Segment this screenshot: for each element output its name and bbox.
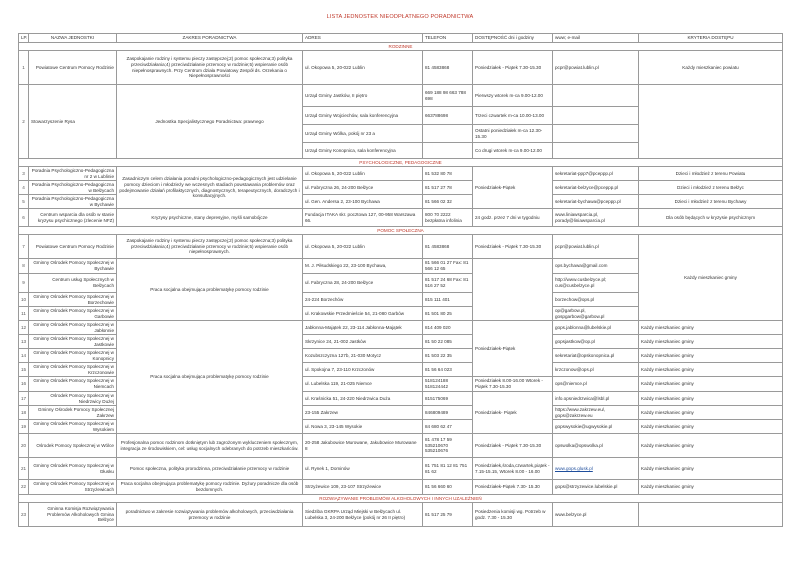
table-row: Urząd Gminy Wólka, pokój nr 23 a Ostatni poniedziałek m-ca 12.30-15.30 — [19, 125, 783, 143]
table-row: 6 Centrum wsparcia dla osób w stanie kryzysu psychicznego (zlecenie NFZ) Kryzysy psychiczne, stany depresyjne, myśli samobójcze Fundacja ITAKA skr. pocztowa 127, 00-958 Warszawa 66. 800 70 2222 bezpłatna infolinia 24 godz. przez 7 dni w tygodniu www.liniawsparcia.pl, porady@liniawsparcia.pl Dla osób będących w kryzysie psychicznym — [19, 209, 783, 227]
email-link[interactable]: sekretariat-bychawa@pceppp.pl — [553, 195, 639, 209]
col-lp: LP. — [19, 34, 29, 43]
table-row: 1 Powiatowe Centrum Pomocy Rodzinie Zaspokajanie rodziny i systemu pieczy zastępczej;2) pomoc społeczna;3) polityka przeciwdziałania;4) przeciwdziałanie przemocy w rodzinie;5) wspieranie osób niepełnosprawnych. Przy Centrum działa Powiatowy Zespół ds. Orzekania o Niepełnosprawności ul. Okopowa 5, 20-022 Lublin 81 4583868 Poniedziałek - Piątek 7.30-15.30 pcpr@powiat.lublin.pl Każdy mieszkaniec powiatu — [19, 51, 783, 85]
table-row: 10 Gminny Ośrodek Pomocy Społecznej w Borzechowie 24-224 Borzechów 815 111 401 borzechow@ops.pl — [19, 293, 783, 307]
email-link[interactable]: info.opsniedrzwica@lsbl.pl — [553, 392, 639, 406]
email-link[interactable]: pcpr@powiat.lublin.pl — [553, 235, 639, 259]
section-title: ROZWIĄZYWANIE PROBLEMÓW ALKOHOLOWYCH I INNYCH UZALEŻNIEŃ — [19, 495, 783, 503]
email-link[interactable]: opswolka@opswolka.pl — [553, 434, 639, 458]
table-row: 15 Gminny Ośrodek Pomocy Społecznej w Krzczonowie ul. Spokojna 7, 23-110 Krzczonów 81 56 64 023 krzczonow@ops.pl Każdy mieszkaniec gminy — [19, 363, 783, 377]
table-row: 13 Gminny Ośrodek Pomocy Społecznej w Jastkowie Skrzynice 24, 21-002 Jastków 81 50 22 085 gopsjastkow@op.pl Każdy mieszkaniec gminy — [19, 335, 783, 349]
table-row: 3 Poradnia Psychologiczno-Pedagogiczna nr 2 w Lublinie Zasadniczym celem działania poradni psychologiczno-pedagogicznych jest udzielanie pomocy dzieciom i młodzieży we wczesnych stadiach powstawania problemów oraz podejmowanie działań profilaktycznych, diagnostycznych, terapeutycznych, doradczych i konsultacyjnych. ul. Okopowa 5, 20-022 Lublin 81 532 80 78 Poniedziałek-Piątek sekretariat-ppp7@pceppp.pl Dzieci i młodzież z terenu Powiatu — [19, 167, 783, 181]
col-criteria: KRYTERIA DOSTĘPU — [639, 34, 783, 43]
www-link[interactable]: http://www.cusbelzyce.pl; cus@cusbelzyce.pl — [553, 274, 639, 293]
email-link[interactable]: gops@strzyzewice.lubelskie.pl — [553, 480, 639, 495]
table-row: 19 Gminny Ośrodek Pomocy Społecznej w Wysokiem ul. Nowa 3, 23-145 Wysokie 84 680 62 47 gopswysokie@ugwysokie.pl Każdy mieszkaniec gminy — [19, 420, 783, 434]
institutions-table — [18, 33, 783, 527]
www-link[interactable]: https://www.zakrzew.eu/, gops@zakrzew.eu — [553, 406, 639, 420]
header-row — [19, 34, 783, 43]
email-link[interactable]: ops.bychawa@gmail.com — [553, 259, 639, 274]
www-link[interactable]: www.belzyce.pl — [553, 503, 639, 527]
col-address: ADRES — [303, 34, 423, 43]
www-link[interactable]: www.gops.glusk.pl — [555, 465, 593, 471]
table-row: 5 Poradnia Psychologiczno-Pedagogiczna w Bychawie ul. Gen. Andersa 2, 23-100 Bychawa 81 566 02 32 sekretariat-bychawa@pceppp.pl Dzieci i młodzież z terenu Bychawy — [19, 195, 783, 209]
table-row: 4 Poradnia Psychologiczno-Pedagogiczna w Bełżycach ul. Fabryczna 26, 24-200 Bełżyce 81 517 27 78 sekretariat-belzyce@pceppp.pl Dzieci i młodzież z terenu Bełżyc — [19, 181, 783, 195]
email-link[interactable]: sekretariat-ppp7@pceppp.pl — [553, 167, 639, 181]
page-title: LISTA JEDNOSTEK NIEODPŁATNEGO PORADNICTWA — [326, 14, 474, 20]
col-scope: ZAKRES PORADNICTWA — [117, 34, 303, 43]
section-row — [19, 495, 783, 503]
table-row: Urząd Gminy Wojciechów, sala konferencyjna 663788698 Trzeci czwartek m-ca 10.00-13.00 — [19, 107, 783, 125]
table-row: 22 Gminny Ośrodek Pomocy Społecznej w Strzyżewicach Praca socjalna obejmująca problematykę pomocy rodzinie. Dyżury poradnicze dla osób bezdomnych. Strzyżewice 109, 23-107 Strzyżewice 81 56 660 60 Poniedziałek-Piątek 7.30- 15.30 gops@strzyzewice.lubelskie.pl Każdy mieszkaniec gminy — [19, 480, 783, 495]
section-row — [19, 227, 783, 235]
table-row: 9 Centrum usług Społecznych w Bełżycach ul. Fabryczna 28, 24-200 Bełżyce 81 517 24 68 Fax: 81 516 27 52 http://www.cusbelzyce.pl; cus@cusbelzyce.pl — [19, 274, 783, 293]
email-link[interactable]: krzczonow@ops.pl — [553, 363, 639, 377]
table-row: Urząd Gminy Konopnica, sala konferencyjna Co drugi wtorek m-ca 9.00-12.00 — [19, 143, 783, 159]
table-row: 2 Stowarzyszenie Rysa Jednostka Specjalistycznego Poradnictwa: prawnego Urząd Gminy Jastków, II piętro 669 188 98 663 788 698 Pierwszy wtorek m-ca 9.00-12.00 — [19, 85, 783, 107]
email-link[interactable]: gopsjastkow@op.pl — [553, 335, 639, 349]
col-www: www; e-mail — [553, 34, 639, 43]
table-row: 8 Gminny Ośrodek Pomocy Społecznej w Bychawie Praca socjalna obejmująca problematykę pomocy rodzinie M. J. Piłsudskiego 22, 23-100 Bychawa, 81 566 01 27 Fax: 81 566 12 65 ops.bychawa@gmail.com — [19, 259, 783, 274]
table-row: 17 Ośrodek Pomocy Społecznej w Niedrzwicy Dużej ul. Kraśnicka 51, 24-220 Niedrzwica Duża 815175069 Poniedziałek- Piątek info.opsniedrzwica@lsbl.pl Każdy mieszkaniec gminy — [19, 392, 783, 406]
table-row: 12 Gminny Ośrodek Pomocy Społecznej w Jabłonnie Praca socjalna obejmująca problematykę pomocy rodzinie Jabłonna-Majątek 22, 23-114 Jabłonna-Majątek 814 409 020 Poniedziałek-Piątek gops.jablonna@lubelskie.pl Każdy mieszkaniec gminy — [19, 321, 783, 335]
table-row: 16 Gminny Ośrodek Pomocy Społecznej w Niemcach ul. Lubelska 119, 21-025 Niemce 518124188 518124442 Poniedziałek 8.00-16.00 Wtorek - Piątek 7.30-15.30 ops@niemce.pl Każdy mieszkaniec gminy — [19, 377, 783, 392]
section-title: RODZINNE — [19, 43, 783, 51]
table-row: 7 Powiatowe Centrum Pomocy Rodzinie Zaspokajanie rodziny i systemu pieczy zastępczej;2) pomoc społeczna;3) polityka przeciwdziałania;4) przeciwdziałanie przemocy w rodzinie;5) wspieranie osób niepełnosprawnych. ul. Okopowa 5, 20-022 Lublin 81 4583868 Poniedziałek - Piątek 7.30-15.30 pcpr@powiat.lublin.pl Każdy mieszkaniec gminy — [19, 235, 783, 259]
table-row: 11 Gminny Ośrodek Pomocy Społecznej w Garbowie ul. Krakowskie Przedmieście 54, 21-080 Garbów 81 501 80 25 op@garbow.pl, gospgarbow@garbow.pl — [19, 307, 783, 321]
www-link[interactable]: www.liniawsparcia.pl, porady@liniawsparcia.pl — [553, 209, 639, 227]
table-row: 14 Gminny Ośrodek Pomocy Społecznej w Konopnicy Kozubszczyzna 127b, 21-030 Motycz 81 503 22 35 sekretariat@opskonopnica.pl Każdy mieszkaniec gminy — [19, 349, 783, 363]
email-link[interactable]: borzechow@ops.pl — [553, 293, 639, 307]
email-link[interactable]: ops@niemce.pl — [553, 377, 639, 392]
table-row: 21 Gminny Ośrodek Pomocy Społecznej w Głusku Pomoc społeczna, polityka prorodzinna, przeciwdziałanie przemocy w rodzinie ul. Rynek 1, Dominów 81 751 81 12 81 751 81 62 Poniedziałek,środa,czwartek,piątek - 7.15-15.15, Wtorek 8.00 - 16.00 www.gops.glusk.pl Każdy mieszkaniec gminy — [19, 458, 783, 480]
section-title: POMOC SPOŁECZNA — [19, 227, 783, 235]
table-row: 18 Gminny Ośrodek Pomocy Społecznej Zakrzew 23-155 Zakrzew 846809489 https://www.zakrzew.eu/, gops@zakrzew.eu Każdy mieszkaniec gminy — [19, 406, 783, 420]
email-link[interactable]: sekretariat-belzyce@pceppp.pl — [553, 181, 639, 195]
section-row — [19, 43, 783, 51]
section-title: PSYCHOLOGICZNE, PEDAGOGICZNE — [19, 159, 783, 167]
col-name: NAZWA JEDNOSTKI — [29, 34, 117, 43]
col-phone: TELEFON — [423, 34, 473, 43]
email-link[interactable]: gops.jablonna@lubelskie.pl — [553, 321, 639, 335]
table-row: 23 Gminna Komisja Rozwiązywania Problemów Alkoholowych Gmina Bełżyce poradnictwo w zakresie rozwiązywania problemów alkoholowych, przeciwdziałania przemocy w rodzinie Siedziba GKRPA Urząd Miejski w Bełżycach ul. Lubelska 3, 24-200 Bełżyce (pokój nr 26 II piętro) 81 517 25 79 Posiedzenia komisji wg. Potrzeb w godz. 7.30 - 15.30 www.belzyce.pl — [19, 503, 783, 527]
table-row: 20 Ośrodek Pomocy Społecznej w Wólce Profesjonalna pomoc rodzinom dotkniętym lub zagrożonym wykluczeniem społecznym, integracja ze środowiskiem, cel: usług socjalnych odebranych do potrzeb mieszkańców. 20-258 Jakubowice Murowane, Jakubowice Murowane 8 81 478 17 59 535210670 535210676 Poniedziałek - Piątek 7.30-15.30 opswolka@opswolka.pl Każdy mieszkaniec gminy — [19, 434, 783, 458]
email-link[interactable]: sekretariat@opskonopnica.pl — [553, 349, 639, 363]
email-link[interactable]: op@garbow.pl, gospgarbow@garbow.pl — [553, 307, 639, 321]
col-availability: DOSTĘPNOŚĆ dni i godziny — [473, 34, 553, 43]
email-link[interactable]: pcpr@powiat.lublin.pl — [553, 51, 639, 85]
section-row — [19, 159, 783, 167]
email-link[interactable]: gopswysokie@ugwysokie.pl — [553, 420, 639, 434]
